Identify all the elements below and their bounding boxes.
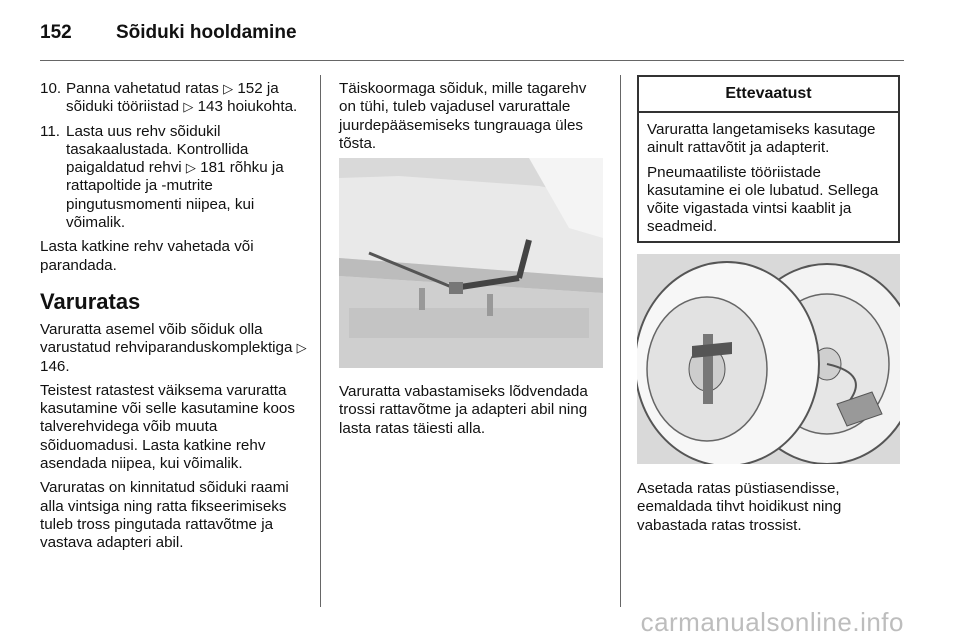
page-title: Sõiduki hooldamine <box>116 22 297 43</box>
arrow-right-icon[interactable]: ▷ <box>223 81 234 96</box>
arrow-right-icon[interactable]: ▷ <box>296 340 307 356</box>
paragraph: Teistest ratastest väiksema varuratta kasutamine või selle kasutamine koos talverehvidega võib muuta sõiduomadusi. Lasta katkine rehv asendada niipea, kui võimalik. <box>40 381 295 473</box>
list-item <box>40 123 308 233</box>
list-text: 152 ja sõiduki tööriistad <box>66 80 279 116</box>
paragraph: Varuratta vabastamiseks lõdvendada trossi rattavõtme ja adapteri abil ning lasta ratas täiesti alla. <box>339 383 588 437</box>
header-rule <box>40 60 904 61</box>
spare-wheel-drawing <box>637 254 900 464</box>
section-heading: Varuratas <box>40 288 141 314</box>
watermark: carmanualsonline.info <box>640 607 904 637</box>
arrow-right-icon[interactable]: ▷ <box>183 99 194 115</box>
paragraph-text: 146. <box>40 357 70 375</box>
list-text: 181 rõhku ja rattapoltide ja -mutrite pingutusmomenti niipea, kui võimalik. <box>66 159 284 232</box>
paragraph <box>40 321 308 376</box>
bumper-wrench-drawing <box>339 158 603 368</box>
arrow-right-icon[interactable]: ▷ <box>185 160 196 176</box>
warning-body <box>639 113 898 237</box>
column-2-caption <box>339 383 605 444</box>
page-number: 152 <box>40 22 72 43</box>
paragraph: Varuratta langetamiseks kasutage ainult rattavõtit ja adapterit. <box>647 121 876 157</box>
list-number: 11. <box>40 122 60 140</box>
column-1 <box>40 80 308 559</box>
paragraph-text: Varuratta asemel võib sõiduk olla varustatud rehviparanduskomplektiga <box>40 320 293 357</box>
paragraph: Varuratas on kinnitatud sõiduki raami alla vintsiga ning ratta fikseerimiseks tuleb tross pingutada rattavõtme ja vastava adapteri abil. <box>40 479 289 552</box>
column-divider-2 <box>620 75 621 607</box>
paragraph: Täiskoormaga sõiduk, mille tagarehv on tühi, tuleb vajadusel varurattale juurdepääsemiseks tungrauaga üles tõsta. <box>339 80 587 152</box>
list-item <box>40 80 308 117</box>
column-2 <box>339 80 603 159</box>
warning-title: Ettevaatust <box>639 77 898 113</box>
list-text: Lasta uus rehv sõidukil tasakaalustada. Kontrollida paigaldatud rehvi <box>66 122 249 177</box>
list-text: Panna vahetatud ratas <box>66 80 219 97</box>
bumper-wrench-illustration <box>339 158 603 368</box>
paragraph: Asetada ratas püstiasendisse, eemaldada tihvt hoidikust ning vabastada ratas trossist. <box>637 480 842 534</box>
column-3 <box>637 480 900 541</box>
column-divider-1 <box>320 75 321 607</box>
paragraph: Lasta katkine rehv vahetada või parandada. <box>40 238 254 274</box>
paragraph: Pneumaatiliste tööriistade kasutamine ei ole lubatud. Sellega võite vigastada vintsi kaablit ja seadmeid. <box>647 163 879 236</box>
warning-box <box>637 75 900 243</box>
list-text: 143 hoiukohta. <box>197 98 298 116</box>
spare-wheel-illustration <box>637 254 900 464</box>
list-number: 10. <box>40 80 62 97</box>
